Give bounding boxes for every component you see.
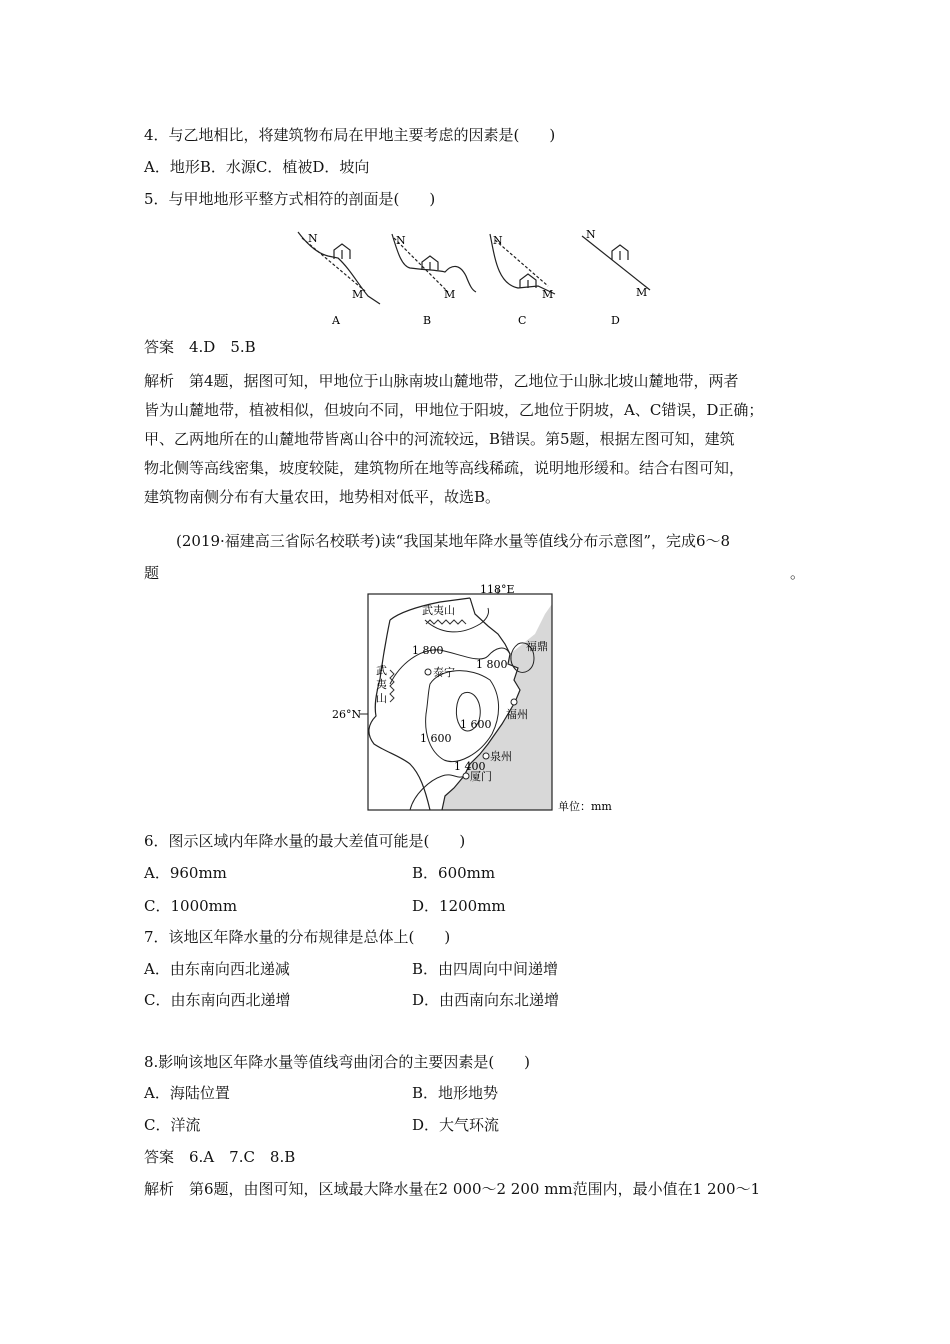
question-7-stem: 7．该地区年降水量的分布规律是总体上( ) — [144, 928, 451, 946]
question-6-option-a: A．960mm — [144, 864, 227, 882]
question-6-option-c: C．1000mm — [144, 897, 238, 915]
profile-d — [582, 236, 650, 290]
profile-a-m-label: M — [352, 288, 364, 301]
question-4-options: A．地形B．水源C．植被D．坡向 — [144, 158, 370, 176]
question-6-stem: 6．图示区域内年降水量的最大差值可能是( ) — [144, 832, 466, 850]
place-fuzhou: 福州 — [506, 708, 528, 721]
lon-label: 118°E — [480, 584, 515, 596]
mountain-ridge-left — [390, 670, 394, 702]
place-fuding: 福鼎 — [526, 640, 548, 653]
question-4-stem: 4．与乙地相比，将建筑物布局在甲地主要考虑的因素是( ) — [144, 126, 556, 144]
place-xiamen: 厦门 — [470, 770, 492, 783]
question-6-option-b: B．600mm — [412, 864, 496, 882]
isoline-label-b: 1 800 — [476, 658, 508, 671]
place-quanzhou: 泉州 — [490, 750, 512, 763]
profile-d-label: D — [611, 314, 620, 327]
question-8-option-a: A．海陆位置 — [144, 1084, 230, 1102]
profile-c-label: C — [518, 314, 527, 327]
isoline-label-c: 1 600 — [460, 718, 492, 731]
profile-b-label: B — [423, 314, 432, 327]
profile-diagrams — [290, 224, 670, 328]
question-6-option-d: D．1200mm — [412, 897, 506, 915]
analysis-line: 皆为山麓地带，植被相似，但坡向不同，甲地位于阳坡，乙地位于阴坡，A、C错误，D正确； — [144, 401, 764, 419]
intro-line-2: 题 — [144, 564, 160, 582]
unit-label: 单位：mm — [558, 800, 612, 813]
place-taining: 泰宁 — [433, 666, 455, 679]
analysis-line: 建筑物南侧分布有大量农田，地势相对低平，故选B。 — [144, 488, 501, 506]
mountain-left-label-2: 夷 — [376, 678, 387, 691]
analysis-6-8: 解析 第6题，由图可知，区域最大降水量在2 000～2 200 mm范围内，最小值在1 200～1 — [144, 1180, 761, 1198]
analysis-line: 解析 第4题，据图可知，甲地位于山脉南坡山麓地带，乙地位于山脉北坡山麓地带，两者 — [144, 372, 739, 390]
analysis-line: 物北侧等高线密集，坡度较陡，建筑物所在地等高线稀疏，说明地形缓和。结合右图可知， — [144, 459, 745, 477]
lat-label: 26°N — [332, 708, 362, 721]
question-7-option-a: A．由东南向西北递减 — [144, 960, 290, 978]
analysis-line: 甲、乙两地所在的山麓地带皆离山谷中的河流较远，B错误。第5题，根据左图可知，建筑 — [144, 430, 735, 448]
question-7-option-b: B．由四周向中间递增 — [412, 960, 559, 978]
profile-c-m-label: M — [542, 288, 554, 301]
answer-6-8: 答案 6.A 7.C 8.B — [144, 1148, 296, 1166]
question-7-option-d: D．由西南向东北递增 — [412, 991, 560, 1009]
isoline-label-a: 1 800 — [412, 644, 444, 657]
mountain-left-label-1: 武 — [376, 664, 387, 677]
mountain-ridge-top — [426, 620, 466, 624]
intro-line-1: (2019·福建高三省际名校联考)读“我国某地年降水量等值线分布示意图”，完成6～8 — [176, 532, 731, 550]
sea-area — [442, 604, 552, 810]
answer-4-5: 答案 4.D 5.B — [144, 338, 256, 356]
precipitation-map — [330, 584, 630, 820]
mountain-top-label: 武夷山 — [422, 604, 455, 617]
profile-c-n-label: N — [493, 234, 503, 247]
profile-d-m-label: M — [636, 286, 648, 299]
mountain-left-label-3: 山 — [376, 692, 387, 705]
profile-b-n-label: N — [396, 234, 406, 247]
profile-a-label: A — [332, 314, 340, 327]
question-8-option-c: C．洋流 — [144, 1116, 201, 1134]
question-8-option-b: B．地形地势 — [412, 1084, 499, 1102]
isoline-label-d: 1 600 — [420, 732, 452, 745]
intro-dot: 。 — [790, 564, 806, 582]
question-5-stem: 5．与甲地地形平整方式相符的剖面是( ) — [144, 190, 436, 208]
profile-d-n-label: N — [586, 228, 596, 241]
profile-b-m-label: M — [444, 288, 456, 301]
question-7-option-c: C．由东南向西北递增 — [144, 991, 291, 1009]
question-8-stem: 8.影响该地区年降水量等值线弯曲闭合的主要因素是( ) — [144, 1053, 531, 1071]
question-8-option-d: D．大气环流 — [412, 1116, 500, 1134]
analysis-4-5 — [144, 367, 816, 512]
profile-a-n-label: N — [308, 232, 318, 245]
isoline-label-e: 1 400 — [454, 760, 486, 773]
